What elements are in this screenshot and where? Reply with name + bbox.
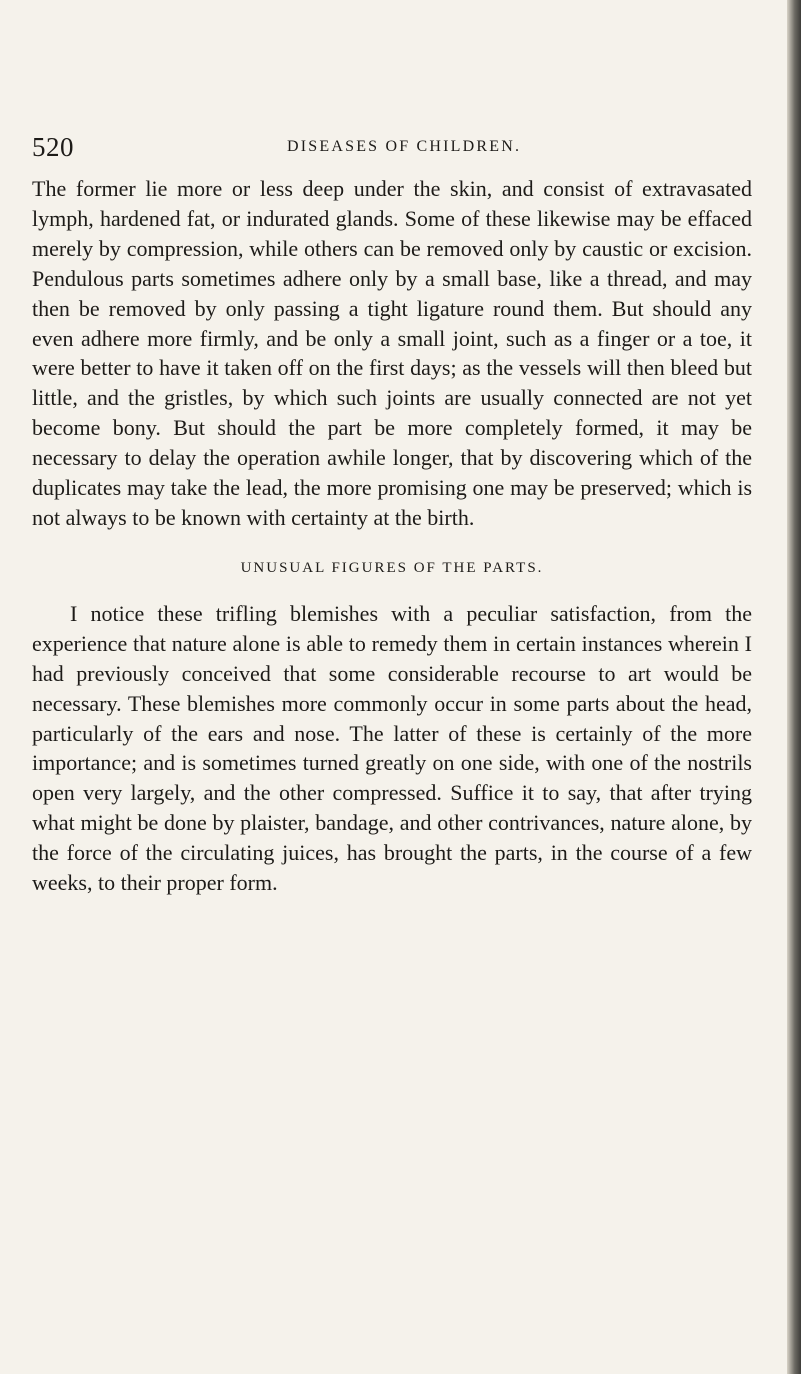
paragraph-unusual-figures: I notice these trifling blemishes with a peculiar satisfaction, from the experience that nature alone is able to remedy them in certain instances wherein I had previously conceived that some considerable recourse to art would be necessary. These blemishes more commonly occur in some parts about the head, particularly of the ears and nose. The latter of these is certainly of the more importance; and is sometimes turned greatly on one side, with one of the nostrils open very largely, and the other compressed. Suffice it to say, that after trying what might be done by plaister, bandage, and other contrivances, nature alone, by the force of the circulating juices, has brought the parts, in the course of a few weeks, to their proper form. bbox=[32, 600, 752, 896]
section-heading: UNUSUAL FIGURES OF THE PARTS. bbox=[240, 559, 544, 576]
running-head bbox=[32, 131, 742, 163]
page-number: 520 bbox=[32, 132, 74, 162]
paragraph-removal-of-excrescences: The former lie more or less deep under the skin, and consist of extravasated lymph, hardened fat, or indurated glands. Some of these likewise may be effaced merely by compression, while others can be removed only by caustic or excision. Pendulous parts sometimes adhere only by a small base, like a thread, and may then be removed by only passing a tight ligature round them. But should any even adhere more firmly, and be only a small joint, such as a finger or a toe, it were better to have it taken off on the first days; as the vessels will then bleed but little, and the gristles, by which such joints are usually connected are not yet become bony. But should the part be more completely formed, it may be necessary to delay the operation awhile longer, that by discovering which of the duplicates may take the lead, the more promising one may be preserved; which is not always to be known with certainty at the birth. bbox=[32, 176, 752, 530]
running-title: DISEASES OF CHILDREN. bbox=[287, 138, 522, 155]
page-text bbox=[32, 174, 752, 898]
page-binding-shadow bbox=[787, 0, 801, 1374]
